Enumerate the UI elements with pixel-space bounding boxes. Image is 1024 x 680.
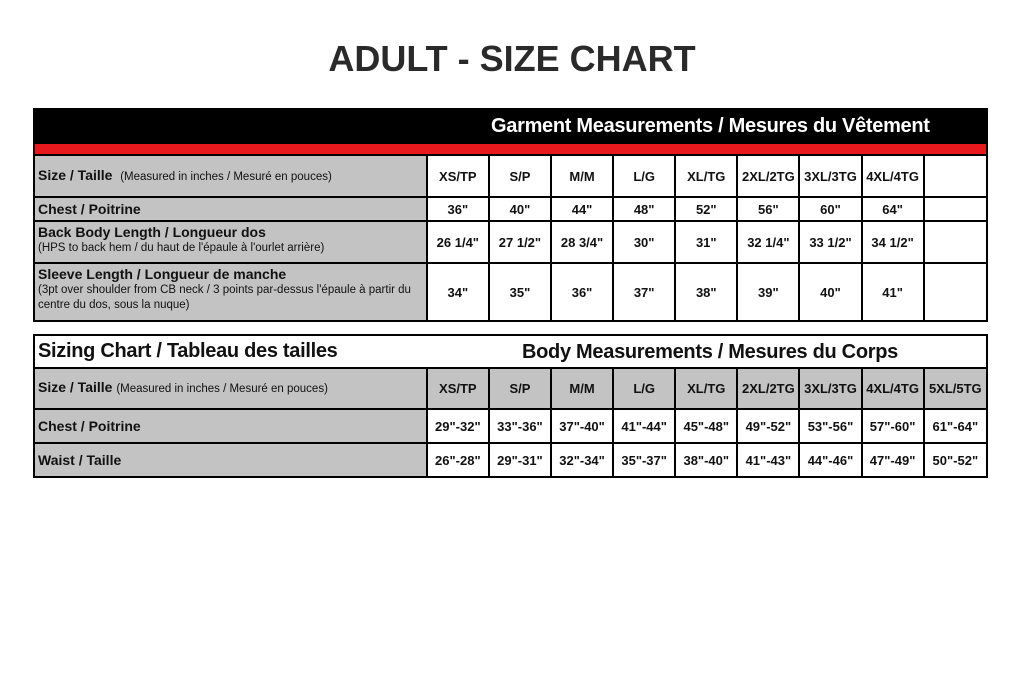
garment-value-cell: 36" xyxy=(427,197,489,221)
garment-row-label-cell xyxy=(34,221,427,263)
garment-value-cell: 52" xyxy=(675,197,737,221)
body-size-header: 3XL/3TG xyxy=(799,368,861,409)
garment-value-cell: 38" xyxy=(675,263,737,321)
body-value-cell: 41"-43" xyxy=(737,443,799,477)
garment-value-cell: 32 1/4" xyxy=(737,221,799,263)
body-size-note: (Measured in inches / Mesuré en pouces) xyxy=(116,383,328,395)
garment-value-cell: 35" xyxy=(489,263,551,321)
garment-value-cell: 40" xyxy=(799,263,861,321)
body-title-right: Body Measurements / Mesures du Corps xyxy=(522,341,898,363)
body-size-header: L/G xyxy=(613,368,675,409)
garment-value-cell: 34 1/2" xyxy=(862,221,924,263)
garment-size-note: (Measured in inches / Mesuré en pouces) xyxy=(120,170,332,183)
body-row-label: Chest / Poitrine xyxy=(34,409,427,443)
body-value-cell: 47"-49" xyxy=(862,443,924,477)
body-value-cell: 41"-44" xyxy=(613,409,675,443)
garment-sleeve-row xyxy=(34,263,987,321)
garment-value-cell: 39" xyxy=(737,263,799,321)
body-value-cell: 32"-34" xyxy=(551,443,613,477)
body-value-cell: 49"-52" xyxy=(737,409,799,443)
body-size-label-cell xyxy=(34,368,427,409)
garment-row-label: Chest / Poitrine xyxy=(34,197,427,221)
garment-size-label: Size / Taille xyxy=(38,166,113,183)
garment-size-label-cell xyxy=(34,155,427,197)
garment-value-cell: 40" xyxy=(489,197,551,221)
body-size-row xyxy=(34,368,987,409)
garment-size-header: 4XL/4TG xyxy=(862,155,924,197)
body-value-cell: 37"-40" xyxy=(551,409,613,443)
garment-value-cell: 26 1/4" xyxy=(427,221,489,263)
body-value-cell: 45"-48" xyxy=(675,409,737,443)
garment-value-cell: 36" xyxy=(551,263,613,321)
body-value-cell: 26"-28" xyxy=(427,443,489,477)
garment-value-cell: 27 1/2" xyxy=(489,221,551,263)
garment-row-label-cell xyxy=(34,263,427,321)
body-value-cell: 44"-46" xyxy=(799,443,861,477)
garment-measurements-table xyxy=(33,108,988,322)
body-size-header: M/M xyxy=(551,368,613,409)
garment-chest-row xyxy=(34,197,987,221)
body-size-label: Size / Taille xyxy=(38,379,113,395)
garment-value-cell: 60" xyxy=(799,197,861,221)
body-chest-row xyxy=(34,409,987,443)
body-size-header: 4XL/4TG xyxy=(862,368,924,409)
body-size-header: 2XL/2TG xyxy=(737,368,799,409)
garment-value-cell: 30" xyxy=(613,221,675,263)
garment-size-header: 2XL/2TG xyxy=(737,155,799,197)
garment-value-cell: 64" xyxy=(862,197,924,221)
garment-size-header: 3XL/3TG xyxy=(799,155,861,197)
garment-row-label: Sleeve Length / Longueur de manche xyxy=(38,266,287,282)
garment-value-cell: 44" xyxy=(551,197,613,221)
garment-red-strip-row xyxy=(34,143,987,155)
empty-cell xyxy=(924,221,987,263)
body-value-cell: 29"-32" xyxy=(427,409,489,443)
garment-row-note: (3pt over shoulder from CB neck / 3 points par-dessus l'épaule à partir du centre du dos, sous la nuque) xyxy=(38,284,411,311)
garment-value-cell: 37" xyxy=(613,263,675,321)
body-value-cell: 38"-40" xyxy=(675,443,737,477)
garment-back-length-row xyxy=(34,221,987,263)
garment-size-header: M/M xyxy=(551,155,613,197)
page-title: ADULT - SIZE CHART xyxy=(328,38,696,79)
garment-value-cell: 41" xyxy=(862,263,924,321)
garment-size-row xyxy=(34,155,987,197)
garment-value-cell: 56" xyxy=(737,197,799,221)
body-size-header: XS/TP xyxy=(427,368,489,409)
body-size-header: 5XL/5TG xyxy=(924,368,987,409)
garment-header-row xyxy=(34,109,987,143)
garment-size-header: S/P xyxy=(489,155,551,197)
garment-size-header: XS/TP xyxy=(427,155,489,197)
body-value-cell: 35"-37" xyxy=(613,443,675,477)
garment-size-header: XL/TG xyxy=(675,155,737,197)
body-waist-row xyxy=(34,443,987,477)
body-title-left: Sizing Chart / Tableau des tailles xyxy=(38,340,338,362)
body-value-cell: 57"-60" xyxy=(862,409,924,443)
body-row-label: Waist / Taille xyxy=(34,443,427,477)
empty-cell xyxy=(924,155,987,197)
garment-row-label: Back Body Length / Longueur dos xyxy=(38,224,266,240)
garment-size-header: L/G xyxy=(613,155,675,197)
body-value-cell: 61"-64" xyxy=(924,409,987,443)
garment-value-cell: 28 3/4" xyxy=(551,221,613,263)
body-title-row xyxy=(34,335,987,368)
body-measurements-table xyxy=(33,334,988,478)
body-value-cell: 50"-52" xyxy=(924,443,987,477)
body-title-cell xyxy=(34,335,987,368)
garment-value-cell: 33 1/2" xyxy=(799,221,861,263)
body-value-cell: 29"-31" xyxy=(489,443,551,477)
empty-cell xyxy=(924,197,987,221)
garment-value-cell: 48" xyxy=(613,197,675,221)
red-accent-strip xyxy=(34,143,987,155)
garment-value-cell: 34" xyxy=(427,263,489,321)
garment-row-note: (HPS to back hem / du haut de l'épaule à l'ourlet arrière) xyxy=(38,242,325,254)
body-value-cell: 33"-36" xyxy=(489,409,551,443)
empty-cell xyxy=(924,263,987,321)
garment-header-title: Garment Measurements / Mesures du Vêtement xyxy=(491,114,930,137)
body-size-header: XL/TG xyxy=(675,368,737,409)
body-size-header: S/P xyxy=(489,368,551,409)
garment-value-cell: 31" xyxy=(675,221,737,263)
body-value-cell: 53"-56" xyxy=(799,409,861,443)
